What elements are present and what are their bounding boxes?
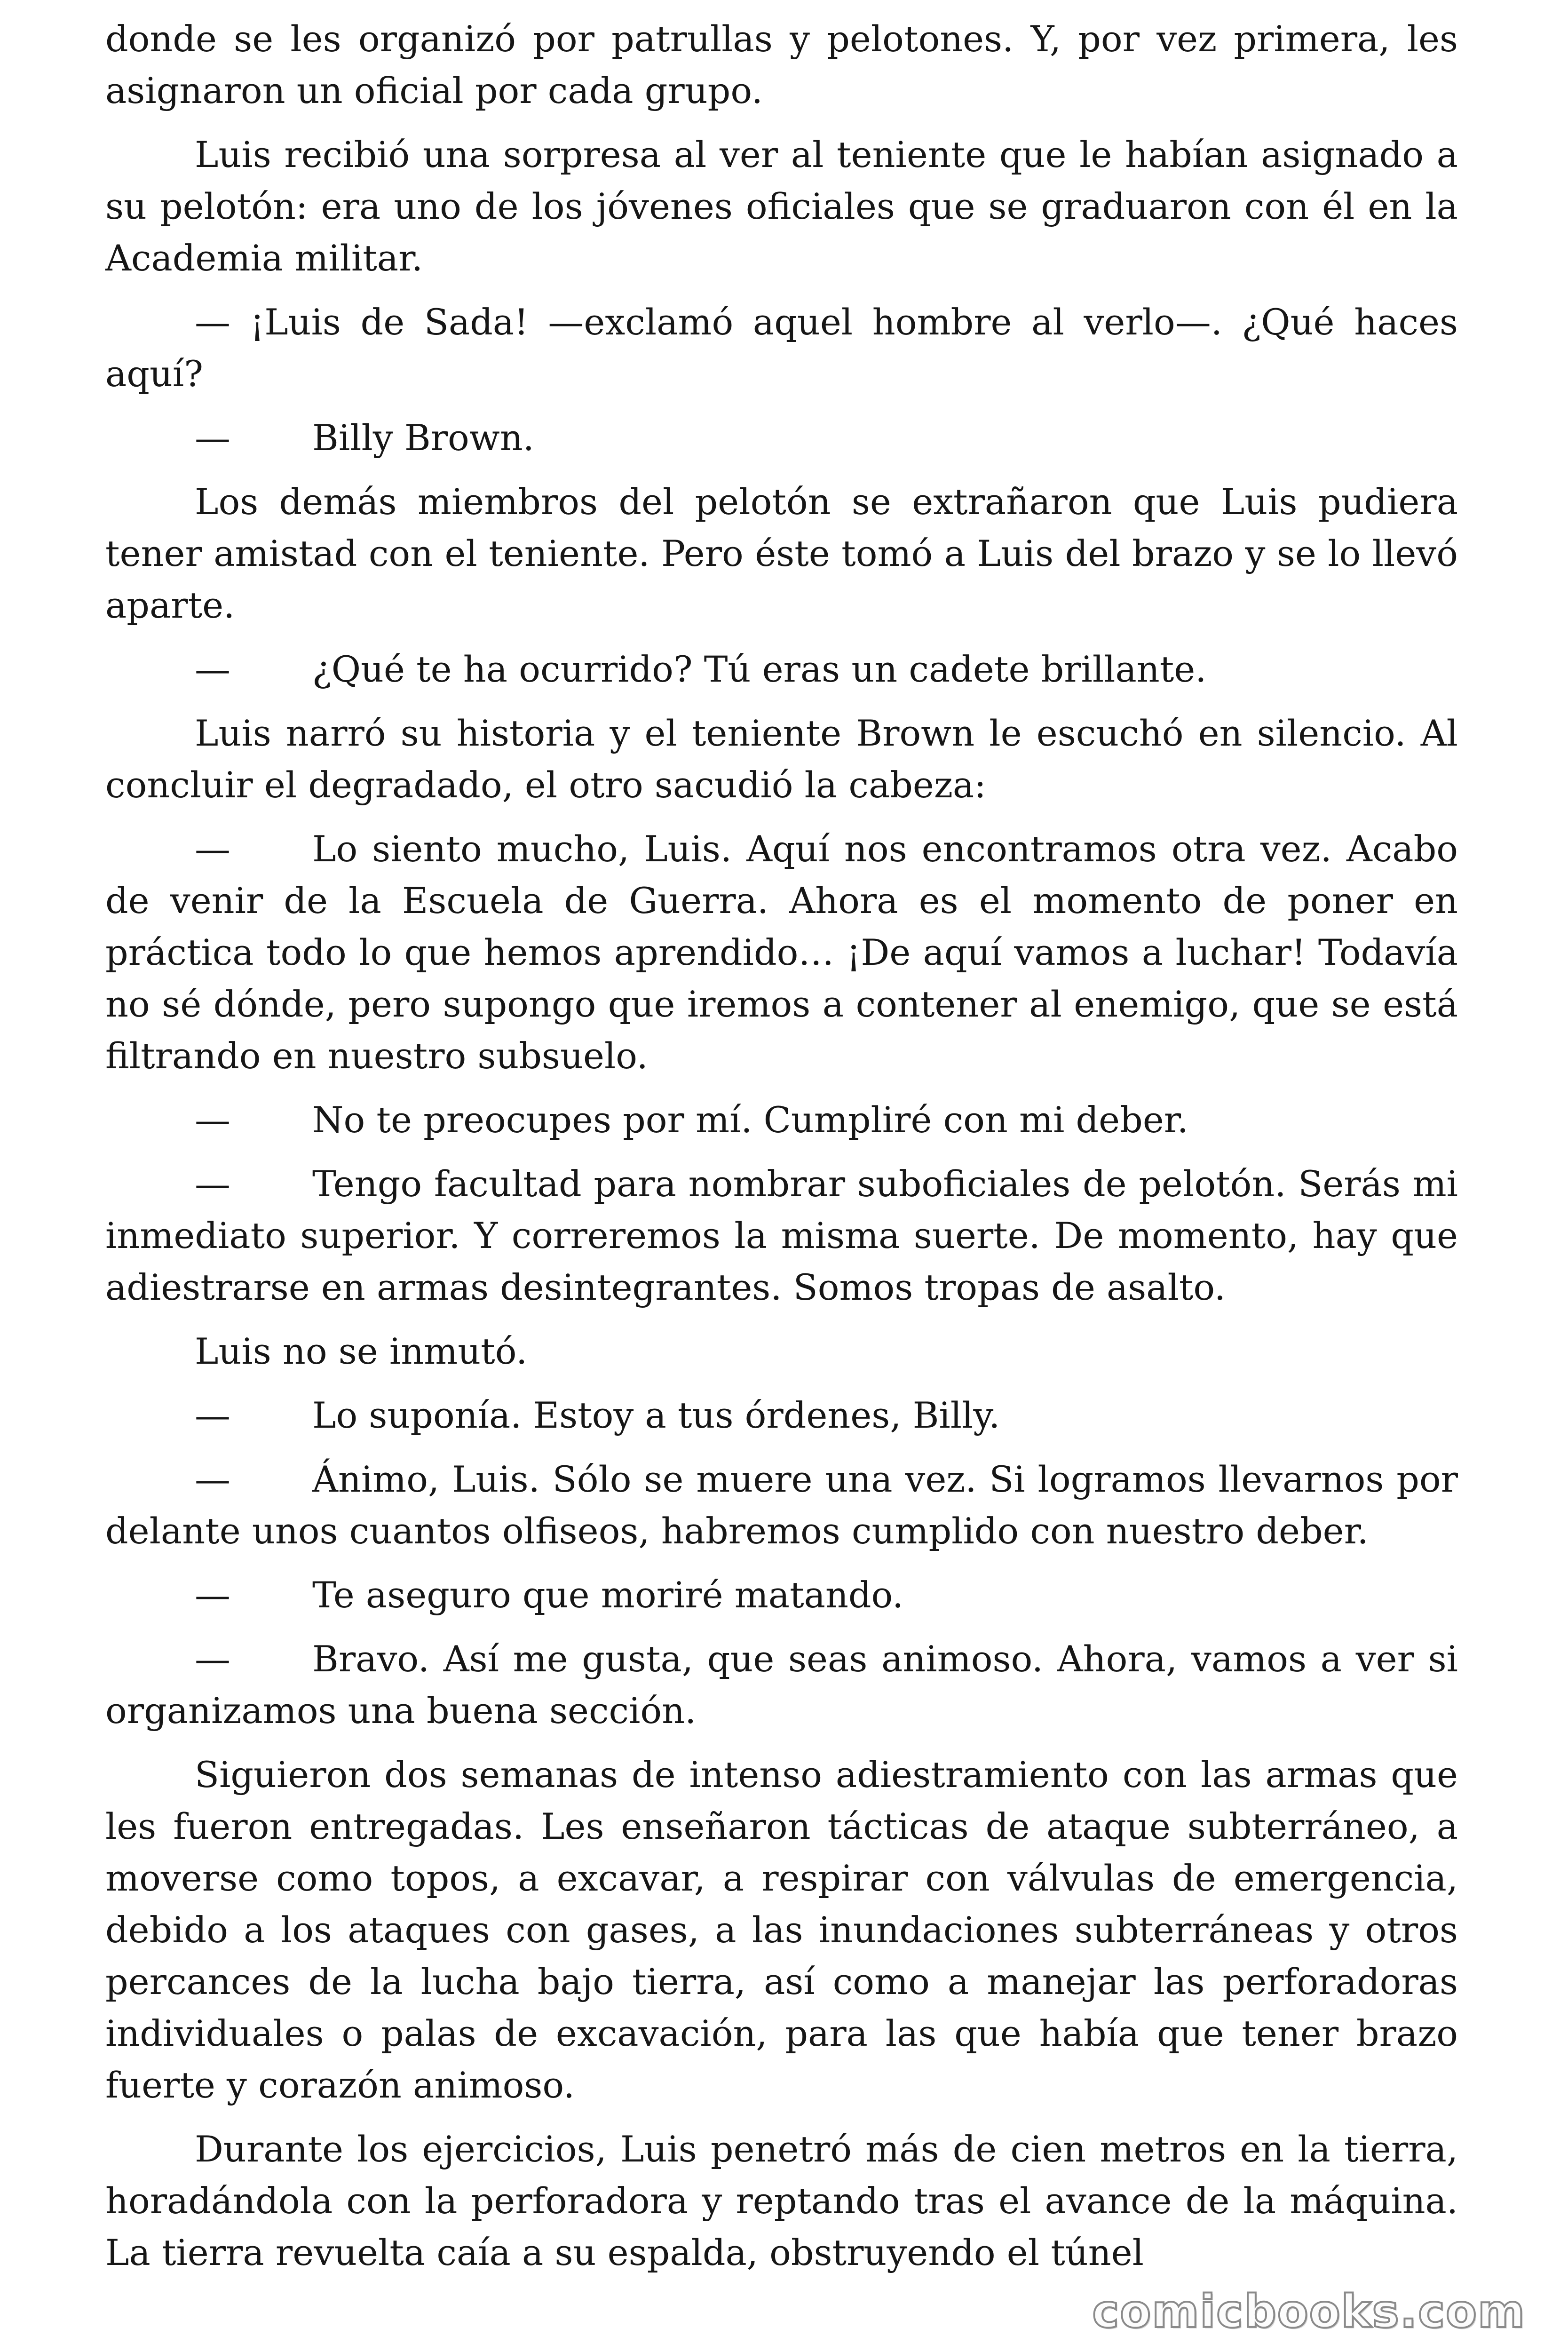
paragraph: donde se les organizó por patrullas y pelotones. Y, por vez primera, les asignaron un oficial por cada grupo.: [105, 18, 1458, 111]
paragraph: Luis no se inmutó.: [195, 1330, 528, 1372]
em-dash: —: [195, 1458, 230, 1500]
watermark-logo: comicbooks.com: [1092, 2285, 1526, 2338]
paragraph: Los demás miembros del pelotón se extrañaron que Luis pudiera tener amistad con el teniente. Pero éste tomó a Luis del brazo y se lo llevó aparte.: [105, 481, 1458, 626]
dialogue-line: [105, 1094, 1458, 1146]
dialogue-line: [105, 1158, 1458, 1313]
dialogue-line: [105, 1454, 1458, 1557]
dialogue-text: Te aseguro que moriré matando.: [312, 1574, 904, 1616]
em-dash: —: [195, 648, 230, 690]
em-dash: —: [195, 1574, 230, 1616]
paragraph: Luis recibió una sorpresa al ver al teniente que le habían asignado a su pelotón: era uno de los jóvenes oficiales que se graduaron con él en la Academia militar.: [105, 134, 1458, 279]
dialogue-text: Lo suponía. Estoy a tus órdenes, Billy.: [312, 1394, 1000, 1436]
dialogue-text: Billy Brown.: [312, 417, 534, 459]
em-dash: —: [195, 1394, 230, 1436]
em-dash: —: [195, 1163, 230, 1205]
em-dash: —: [195, 1638, 230, 1680]
dialogue-text: Tengo facultad para nombrar suboficiales de pelotón. Serás mi inmediato superior. Y correremos la misma suerte. De momento, hay que adiestrarse en armas desintegrantes. Somos tropas de asalto.: [105, 1163, 1458, 1308]
dialogue-line: [105, 1569, 1458, 1621]
em-dash: —: [195, 1099, 230, 1141]
dialogue-line: [105, 644, 1458, 695]
paragraph: Durante los ejercicios, Luis penetró más de cien metros en la tierra, horadándola con la perforadora y reptando tras el avance de la máquina. La tierra revuelta caía a su espalda, obstruyendo el túnel: [105, 2128, 1458, 2273]
dialogue-text: No te preocupes por mí. Cumpliré con mi deber.: [312, 1099, 1188, 1141]
dialogue-line: [105, 1390, 1458, 1441]
em-dash: —: [195, 828, 230, 870]
text-column: [105, 13, 1458, 2291]
dialogue-text: Lo siento mucho, Luis. Aquí nos encontramos otra vez. Acabo de venir de la Escuela de Guerra. Ahora es el momento de poner en práctica todo lo que hemos aprendido… ¡De aquí vamos a luchar! Todavía no sé dónde, pero supongo que iremos a contener al enemigo, que se está filtrando en nuestro subsuelo.: [105, 828, 1458, 1077]
dialogue-text: Bravo. Así me gusta, que seas animoso. Ahora, vamos a ver si organizamos una buena sección.: [105, 1638, 1458, 1732]
dialogue-text: Ánimo, Luis. Sólo se muere una vez. Si logramos llevarnos por delante unos cuantos olfiseos, habremos cumplido con nuestro deber.: [105, 1458, 1458, 1552]
paragraph: Siguieron dos semanas de intenso adiestramiento con las armas que les fueron entregadas. Les enseñaron tácticas de ataque subterráneo, a moverse como topos, a excavar, a respirar con válvulas de emergencia, debido a los ataques con gases, a las inundaciones subterráneas y otros percances de la lucha bajo tierra, así como a manejar las perforadoras individuales o palas de excavación, para las que había que tener brazo fuerte y corazón animoso.: [105, 1754, 1458, 2106]
em-dash: —: [195, 417, 230, 459]
dialogue-text: ¿Qué te ha ocurrido? Tú eras un cadete brillante.: [312, 648, 1207, 690]
paragraph: — ¡Luis de Sada! —exclamó aquel hombre al verlo—. ¿Qué haces aquí?: [105, 301, 1458, 395]
dialogue-line: [105, 412, 1458, 464]
dialogue-line: [105, 823, 1458, 1082]
dialogue-line: [105, 1633, 1458, 1737]
paragraph: Luis narró su historia y el teniente Brown le escuchó en silencio. Al concluir el degradado, el otro sacudió la cabeza:: [105, 712, 1458, 806]
